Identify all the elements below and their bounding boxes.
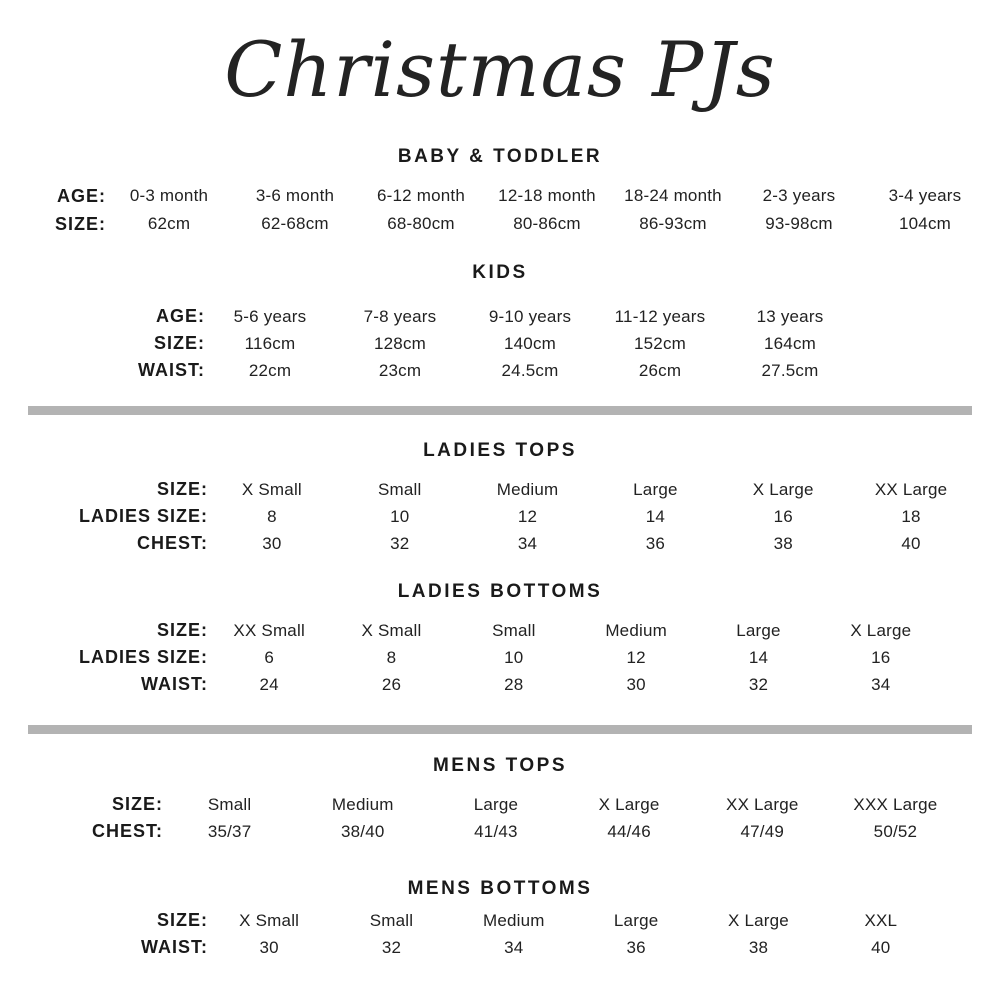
row-label: SIZE: (156, 479, 208, 499)
table-row (0, 210, 1000, 238)
row-values (208, 911, 942, 931)
row-label: WAIST: (138, 360, 205, 380)
table-row (0, 791, 1000, 818)
cell-value: X Large (850, 620, 912, 640)
row-values (208, 534, 975, 554)
cell-value: 41/43 (474, 821, 518, 841)
cell-value: XXX Large (853, 794, 938, 814)
cell-value: 47/49 (740, 821, 785, 841)
cell-value: Small (492, 620, 536, 640)
cell-value: 36 (645, 533, 666, 553)
cell-value: 128cm (373, 333, 427, 353)
cell-value: 36 (626, 937, 646, 957)
row-values (205, 334, 855, 354)
table-row (0, 503, 1000, 530)
cell-value: 11-12 years (614, 306, 706, 326)
table-row (0, 530, 1000, 557)
section-divider (28, 725, 972, 734)
row-label: AGE: (57, 185, 106, 206)
cell-value: 40 (901, 533, 921, 553)
cell-value: 6 (264, 647, 274, 667)
section-ladies-bottoms (0, 581, 1000, 698)
cell-value: 12 (517, 506, 538, 526)
cell-value: 34 (504, 937, 524, 957)
cell-value: 0-3 month (129, 186, 209, 205)
cell-value: 24.5cm (501, 360, 559, 380)
cell-value: 68-80cm (387, 214, 455, 233)
cell-value: 32 (390, 533, 410, 553)
cell-value: XX Large (726, 794, 799, 814)
table-row (0, 671, 1000, 698)
cell-value: 9-10 years (488, 306, 572, 326)
row-label: SIZE: (111, 794, 163, 814)
cell-value: XX Large (874, 479, 948, 499)
cell-value: 3-6 month (255, 186, 335, 205)
cell-value: 32 (381, 937, 402, 957)
section-mens-tops (0, 755, 1000, 845)
table-row (0, 617, 1000, 644)
section-baby-toddler (0, 146, 1000, 238)
cell-value: 13 years (756, 306, 824, 326)
cell-value: 62cm (147, 214, 191, 233)
cell-value: 10 (390, 506, 410, 526)
cell-value: Medium (605, 620, 667, 640)
cell-value: 16 (773, 506, 793, 526)
cell-value: 93-98cm (765, 214, 833, 233)
cell-value: 44/46 (607, 821, 651, 841)
table-row (0, 644, 1000, 671)
table-row (0, 934, 1000, 961)
cell-value: Small (369, 910, 414, 930)
table-row (0, 330, 1000, 357)
table-row (0, 357, 1000, 384)
cell-value: 14 (645, 506, 666, 526)
cell-value: 30 (259, 937, 279, 957)
section-table (0, 907, 1000, 961)
table-row (0, 303, 1000, 330)
cell-value: 10 (504, 647, 524, 667)
cell-value: 24 (259, 674, 279, 694)
cell-value: X Large (598, 794, 660, 814)
row-label: WAIST: (141, 937, 208, 957)
cell-value: 28 (504, 674, 524, 694)
cell-value: Large (736, 620, 781, 640)
section-heading: KIDS (472, 262, 528, 283)
row-label: WAIST: (141, 674, 208, 694)
section-table (0, 303, 1000, 384)
row-values (163, 822, 962, 842)
chart-title: Christmas PJs (224, 25, 776, 114)
row-values (205, 361, 855, 381)
cell-value: XX Small (233, 620, 305, 640)
section-table (0, 791, 1000, 845)
cell-value: 27.5cm (761, 360, 819, 380)
row-values (208, 648, 942, 668)
cell-value: 152cm (633, 333, 687, 353)
cell-value: 50/52 (873, 821, 918, 841)
cell-value: 86-93cm (639, 214, 707, 233)
table-row (0, 476, 1000, 503)
cell-value: 116cm (244, 333, 296, 353)
cell-value: 35/37 (207, 821, 252, 841)
cell-value: 7-8 years (363, 306, 437, 326)
row-label: SIZE: (156, 910, 208, 930)
row-values (208, 621, 942, 641)
row-values (163, 795, 962, 815)
row-values (205, 307, 855, 327)
cell-value: 38/40 (340, 821, 385, 841)
section-heading: LADIES BOTTOMS (397, 581, 603, 602)
cell-value: 2-3 years (762, 186, 836, 205)
section-mens-bottoms (0, 878, 1000, 961)
cell-value: Small (377, 479, 422, 499)
cell-value: 164cm (763, 333, 817, 353)
row-values (106, 214, 988, 234)
cell-value: 8 (267, 506, 277, 526)
cell-value: 38 (748, 937, 769, 957)
row-label: SIZE: (54, 213, 106, 234)
table-row (0, 182, 1000, 210)
cell-value: 12 (626, 647, 646, 667)
section-heading: BABY & TODDLER (397, 146, 603, 167)
cell-value: 8 (386, 647, 397, 667)
row-label: AGE: (156, 306, 205, 326)
cell-value: Medium (331, 794, 394, 814)
cell-value: 26cm (638, 360, 682, 380)
section-heading: MENS TOPS (432, 755, 568, 776)
row-label: LADIES SIZE: (78, 506, 208, 526)
row-values (208, 480, 975, 500)
cell-value: XXL (864, 910, 898, 930)
cell-value: Large (633, 479, 678, 499)
cell-value: Large (613, 910, 659, 930)
cell-value: 40 (871, 937, 891, 957)
row-values (208, 938, 942, 958)
row-values (106, 186, 988, 206)
row-values (208, 507, 975, 527)
section-table (0, 476, 1000, 557)
section-table (0, 617, 1000, 698)
section-kids (0, 262, 1000, 384)
row-label: SIZE: (153, 333, 205, 353)
cell-value: 62-68cm (261, 214, 329, 233)
cell-value: Large (473, 794, 519, 814)
cell-value: 30 (262, 533, 282, 553)
table-row (0, 818, 1000, 845)
row-label: LADIES SIZE: (78, 647, 208, 667)
cell-value: 12-18 month (498, 186, 596, 205)
cell-value: 140cm (503, 333, 557, 353)
cell-value: Small (207, 794, 252, 814)
cell-value: X Small (361, 620, 422, 640)
cell-value: 32 (748, 674, 769, 694)
cell-value: 22cm (248, 360, 292, 380)
cell-value: X Small (239, 910, 300, 930)
cell-value: X Small (241, 479, 302, 499)
cell-value: 23cm (378, 360, 422, 380)
cell-value: 18 (901, 506, 921, 526)
row-values (208, 675, 942, 695)
cell-value: Medium (496, 479, 559, 499)
cell-value: 38 (773, 533, 793, 553)
cell-value: 80-86cm (513, 214, 581, 233)
section-heading: LADIES TOPS (423, 440, 577, 461)
row-label: CHEST: (136, 533, 208, 553)
row-label: SIZE: (156, 620, 208, 640)
cell-value: 26 (381, 674, 402, 694)
section-ladies-tops (0, 440, 1000, 557)
table-row (0, 907, 1000, 934)
cell-value: Medium (482, 910, 545, 930)
cell-value: X Large (752, 479, 814, 499)
section-table (0, 182, 1000, 238)
row-label: CHEST: (91, 821, 163, 841)
cell-value: 18-24 month (624, 186, 722, 205)
cell-value: 34 (871, 674, 891, 694)
section-heading: MENS BOTTOMS (407, 878, 593, 899)
cell-value: 34 (517, 533, 538, 553)
cell-value: 14 (748, 647, 769, 667)
cell-value: 3-4 years (888, 186, 962, 205)
section-divider (28, 406, 972, 415)
sections-container (0, 146, 1000, 961)
cell-value: 30 (626, 674, 646, 694)
cell-value: 104cm (898, 214, 952, 233)
cell-value: X Large (728, 910, 789, 930)
cell-value: 5-6 years (233, 306, 307, 326)
cell-value: 6-12 month (377, 186, 465, 205)
cell-value: 16 (871, 647, 891, 667)
